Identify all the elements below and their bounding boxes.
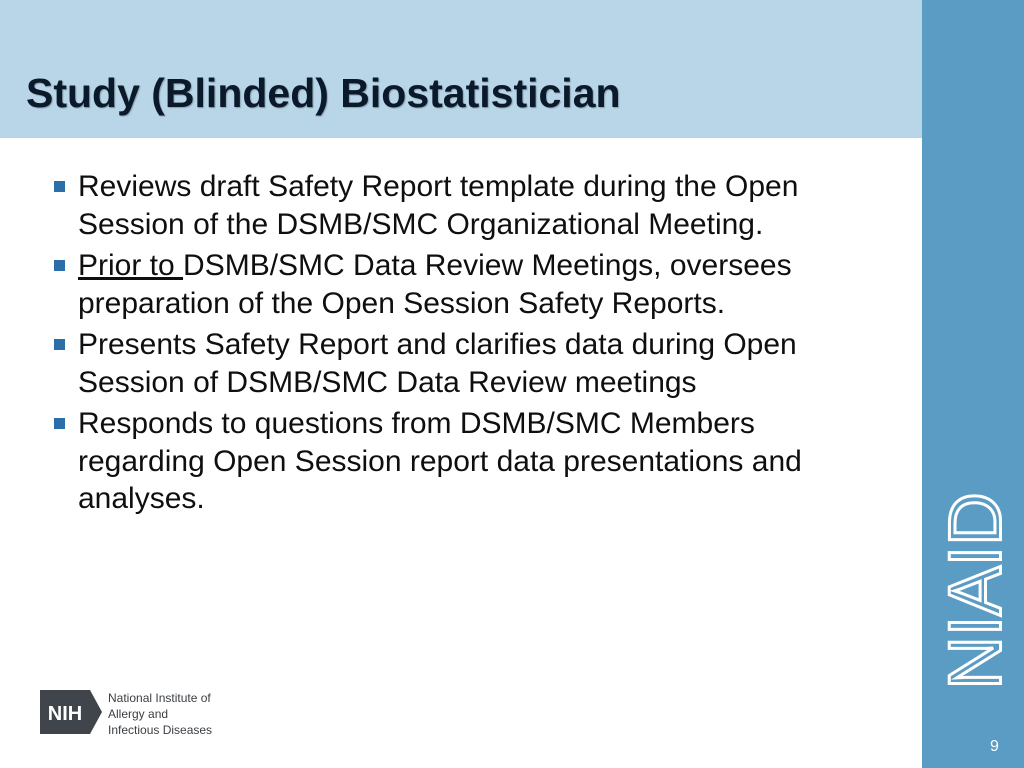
bullet-item (52, 326, 872, 401)
nih-logo (40, 690, 240, 736)
title-band (0, 0, 922, 138)
slide-title: Study (Blinded) Biostatistician (26, 70, 621, 116)
page-number: 9 (990, 738, 999, 755)
nih-line-3: Infectious Diseases (108, 723, 213, 737)
bullet-list (52, 168, 872, 522)
nih-line-1: National Institute of (108, 691, 211, 705)
niaid-logo (933, 466, 1017, 716)
bullet-text: Responds to questions from DSMB/SMC Members regarding Open Session report data presentations and analyses. (78, 407, 802, 515)
square-bullet-icon (54, 181, 65, 192)
nih-mark-icon (40, 690, 102, 734)
nih-institute-name (108, 690, 212, 738)
nih-mark-text: NIH (47, 703, 83, 725)
niaid-logo-text: NIAID (933, 492, 1017, 690)
square-bullet-icon (54, 418, 65, 429)
nih-line-2: Allergy and (108, 707, 169, 721)
bullet-item (52, 405, 872, 518)
bullet-underlined-text: Prior to (78, 249, 184, 282)
bullet-item (52, 247, 872, 322)
square-bullet-icon (54, 339, 65, 350)
bullet-text: Reviews draft Safety Report template during the Open Session of the DSMB/SMC Organizational Meeting. (78, 170, 799, 241)
bullet-text: Presents Safety Report and clarifies data during Open Session of DSMB/SMC Data Review meetings (78, 328, 797, 399)
bullet-item (52, 168, 872, 243)
bullet-text: DSMB/SMC Data Review Meetings, oversees preparation of the Open Session Safety Reports. (78, 249, 792, 320)
square-bullet-icon (54, 260, 65, 271)
